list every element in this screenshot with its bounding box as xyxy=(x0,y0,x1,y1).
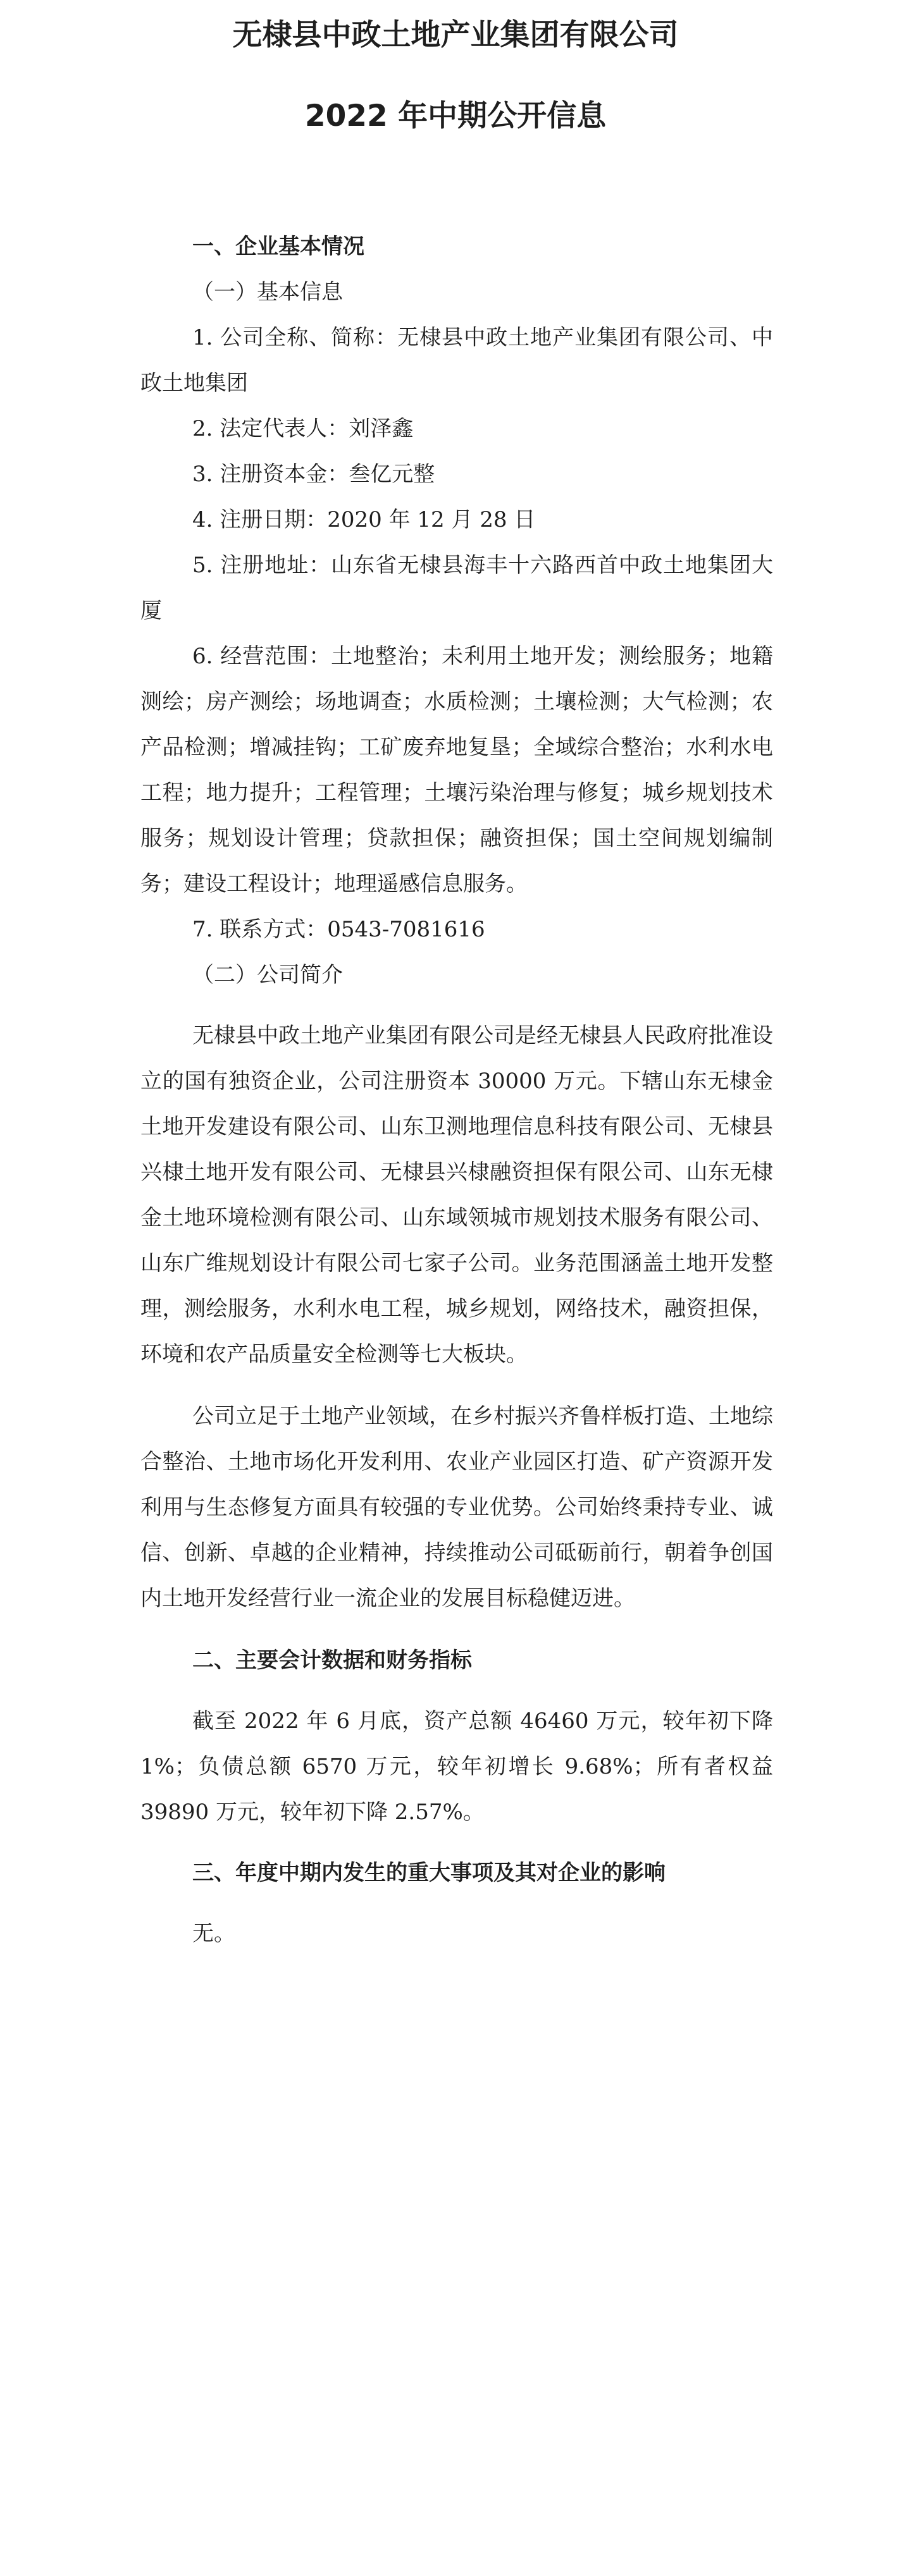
subsection-heading-basic-info: （一）基本信息 xyxy=(192,279,343,305)
info-item-registration-date: 4. 注册日期：2020 年 12 月 28 日 xyxy=(192,507,536,532)
subsection-heading-company-profile: （二）公司简介 xyxy=(192,962,343,988)
section-heading-major-events: 三、年度中期内发生的重大事项及其对企业的影响 xyxy=(192,1860,666,1886)
info-item-legal-representative: 2. 法定代表人：刘泽鑫 xyxy=(192,416,414,441)
info-item-business-scope: 6. 经营范围：土地整治；未利用土地开发；测绘服务；地籍测绘；房产测绘；场地调查；水质检测；土壤检测；大气检测；农产品检测；增减挂钩；工矿废弃地复垦；全域综合整治；水利水电工程；地力提升；工程管理；土壤污染治理与修复；城乡规划技术服务；规划设计管理；贷款担保；融资担保；国土空间规划编制务；建设工程设计；地理遥感信息服务。 xyxy=(140,644,773,897)
section-heading-basic-info: 一、企业基本情况 xyxy=(192,234,364,259)
document-subtitle: 2022 年中期公开信息 xyxy=(304,99,607,133)
company-profile-paragraph: 无棣县中政土地产业集团有限公司是经无棣县人民政府批准设立的国有独资企业，公司注册资本 30000 万元。下辖山东无棣金土地开发建设有限公司、山东卫测地理信息科技有限公司、无棣县兴棣土地开发有限公司、无棣县兴棣融资担保有限公司、山东无棣金土地环境检测有限公司、山东域领城市规划技术服务有限公司、山东广维规划设计有限公司七家子公司。业务范围涵盖土地开发整理，测绘服务，水利水电工程，城乡规划，网络技术，融资担保，环境和农产品质量安全检测等七大板块。 xyxy=(140,1023,773,1367)
financial-summary-paragraph: 截至 2022 年 6 月底，资产总额 46460 万元，较年初下降 1%；负债总额 6570 万元，较年初增长 9.68%；所有者权益 39890 万元，较年初下降 2.57%。 xyxy=(140,1708,773,1825)
document-body xyxy=(140,224,773,1956)
section-heading-financial: 二、主要会计数据和财务指标 xyxy=(192,1648,472,1673)
company-profile-paragraph: 公司立足于土地产业领域，在乡村振兴齐鲁样板打造、土地综合整治、土地市场化开发利用、农业产业园区打造、矿产资源开发利用与生态修复方面具有较强的专业优势。公司始终秉持专业、诚信、创新、卓越的企业精神，持续推动公司砥砺前行，朝着争创国内土地开发经营行业一流企业的发展目标稳健迈进。 xyxy=(140,1404,773,1611)
document-title: 无棣县中政土地产业集团有限公司 xyxy=(232,18,679,52)
major-events-paragraph: 无。 xyxy=(192,1921,235,1946)
info-item-registered-capital: 3. 注册资本金：叁亿元整 xyxy=(192,462,435,487)
info-item-company-name: 1. 公司全称、简称：无棣县中政土地产业集团有限公司、中政土地集团 xyxy=(140,325,773,396)
info-item-registered-address: 5. 注册地址：山东省无棣县海丰十六路西首中政土地集团大厦 xyxy=(140,553,773,623)
info-item-contact: 7. 联系方式：0543-7081616 xyxy=(192,917,485,942)
